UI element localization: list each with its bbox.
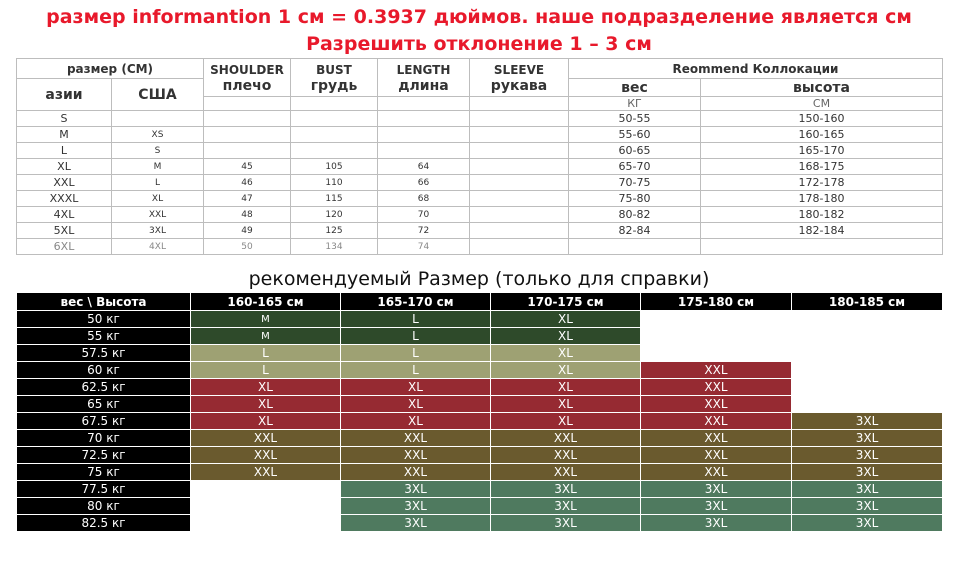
recommend-size-cell: XL (491, 345, 641, 362)
recommend-size-cell: XL (191, 396, 341, 413)
recommend-row (17, 447, 943, 464)
size-cell-bust (291, 143, 378, 159)
recommend-size-cell: L (191, 362, 341, 379)
weight-unit: КГ (569, 97, 701, 111)
size-cell-shoulder: 46 (204, 175, 291, 191)
size-cell-length (378, 127, 470, 143)
size-cell-usa: XS (112, 127, 204, 143)
size-cell-shoulder: 50 (204, 239, 291, 255)
size-row (17, 223, 943, 239)
recommend-row (17, 311, 943, 328)
recommend-header: Reommend Коллокации (569, 59, 943, 79)
sleeve-header-ru: рукава (490, 77, 548, 94)
recommend-size-cell (792, 345, 943, 362)
recommend-size-cell: XXL (641, 362, 792, 379)
weight-label: 57.5 кг (17, 345, 191, 362)
size-cell-length (378, 143, 470, 159)
size-info-header (10, 0, 948, 58)
recommend-row (17, 464, 943, 481)
bust-header-ru: грудь (310, 77, 358, 94)
weight-header: вес (569, 79, 701, 97)
size-cell-shoulder (204, 127, 291, 143)
recommend-size-cell: XXL (341, 447, 491, 464)
height-col-header: 175-180 см (641, 293, 792, 311)
height-col-header: 160-165 см (191, 293, 341, 311)
bust-unit-cell (291, 97, 378, 111)
size-cell-asia: 4XL (17, 207, 112, 223)
size-cell-asia: L (17, 143, 112, 159)
recommend-size-cell (792, 379, 943, 396)
size-cell-height: 172-178 (701, 175, 943, 191)
size-cell-bust: 115 (291, 191, 378, 207)
size-cell-height: 180-182 (701, 207, 943, 223)
recommend-size-cell: XL (491, 396, 641, 413)
recommend-size-cell (641, 345, 792, 362)
size-cell-bust: 125 (291, 223, 378, 239)
size-cell-sleeve (470, 159, 569, 175)
recommend-size-cell: 3XL (792, 515, 943, 532)
size-cell-weight: 55-60 (569, 127, 701, 143)
shoulder-header-en: SHOULDER (210, 62, 284, 77)
bust-header (291, 59, 378, 97)
weight-label: 67.5 кг (17, 413, 191, 430)
size-cell-usa: XXL (112, 207, 204, 223)
recommend-size-cell: XXL (191, 447, 341, 464)
recommend-title: рекомендуемый Размер (только для справки) (248, 268, 710, 290)
weight-label: 50 кг (17, 311, 191, 328)
size-cell-height: 160-165 (701, 127, 943, 143)
recommend-row (17, 515, 943, 532)
size-cell-shoulder (204, 143, 291, 159)
usa-header: США (112, 79, 204, 111)
recommend-size-cell (792, 362, 943, 379)
sleeve-header (470, 59, 569, 97)
recommend-size-cell: 3XL (641, 498, 792, 515)
size-cell-weight: 65-70 (569, 159, 701, 175)
recommend-size-cell (792, 311, 943, 328)
size-cm-header: размер (CM) (17, 59, 204, 79)
recommend-size-cell: 3XL (792, 498, 943, 515)
size-cell-height: 168-175 (701, 159, 943, 175)
recommend-row (17, 498, 943, 515)
recommend-size-cell: L (191, 345, 341, 362)
size-cell-usa (112, 111, 204, 127)
sleeve-header-en: SLEEVE (493, 62, 545, 77)
sleeve-unit-cell (470, 97, 569, 111)
size-cell-sleeve (470, 143, 569, 159)
size-cell-weight: 50-55 (569, 111, 701, 127)
weight-label: 82.5 кг (17, 515, 191, 532)
recommend-size-cell: XL (491, 362, 641, 379)
recommend-size-cell: 3XL (792, 464, 943, 481)
size-cell-length: 68 (378, 191, 470, 207)
size-cell-shoulder: 45 (204, 159, 291, 175)
recommend-size-cell: 3XL (641, 481, 792, 498)
size-row (17, 175, 943, 191)
size-cell-weight: 70-75 (569, 175, 701, 191)
recommend-size-cell: XL (491, 311, 641, 328)
height-header: высота (701, 79, 943, 97)
shoulder-header (204, 59, 291, 97)
size-cell-bust (291, 127, 378, 143)
size-cell-bust: 120 (291, 207, 378, 223)
recommend-size-cell: XXL (641, 379, 792, 396)
recommend-size-table (16, 292, 943, 532)
recommend-size-cell (641, 311, 792, 328)
shoulder-header-ru: плечо (222, 77, 272, 94)
recommend-size-cell: L (341, 362, 491, 379)
size-cell-asia: XXXL (17, 191, 112, 207)
length-header (378, 59, 470, 97)
recommend-size-cell: XXL (491, 464, 641, 481)
recommend-size-cell: L (341, 328, 491, 345)
recommend-size-cell (191, 515, 341, 532)
size-row (17, 159, 943, 175)
length-unit-cell (378, 97, 470, 111)
size-cell-length (378, 111, 470, 127)
size-cell-length: 66 (378, 175, 470, 191)
recommend-size-cell: XL (341, 379, 491, 396)
size-cell-asia: XXL (17, 175, 112, 191)
size-cell-bust: 105 (291, 159, 378, 175)
size-cell-length: 72 (378, 223, 470, 239)
recommend-size-cell: 3XL (491, 498, 641, 515)
height-col-header: 180-185 см (792, 293, 943, 311)
size-cell-weight (569, 239, 701, 255)
recommend-row (17, 379, 943, 396)
recommend-size-cell: 3XL (641, 515, 792, 532)
bust-header-en: BUST (316, 62, 352, 77)
recommend-size-cell: 3XL (491, 515, 641, 532)
size-cell-sleeve (470, 175, 569, 191)
height-col-header: 165-170 см (341, 293, 491, 311)
recommend-size-cell: XXL (641, 396, 792, 413)
recommend-size-cell: 3XL (792, 430, 943, 447)
recommend-size-cell: XXL (191, 464, 341, 481)
recommend-size-cell: XXL (191, 430, 341, 447)
weight-label: 55 кг (17, 328, 191, 345)
size-cell-asia: XL (17, 159, 112, 175)
size-row (17, 127, 943, 143)
recommend-size-cell: XL (191, 379, 341, 396)
recommend-row (17, 362, 943, 379)
weight-label: 65 кг (17, 396, 191, 413)
size-cell-usa: 4XL (112, 239, 204, 255)
recommend-size-cell: 3XL (341, 515, 491, 532)
height-unit: СМ (701, 97, 943, 111)
size-cell-height: 182-184 (701, 223, 943, 239)
recommend-size-cell (191, 498, 341, 515)
weight-label: 80 кг (17, 498, 191, 515)
size-cell-usa: XL (112, 191, 204, 207)
size-cell-asia: M (17, 127, 112, 143)
size-row (17, 239, 943, 255)
length-header-en: LENGTH (396, 62, 451, 77)
size-row (17, 191, 943, 207)
weight-height-corner: вес \ Высота (17, 293, 191, 311)
recommend-row (17, 345, 943, 362)
size-info-line: размер informantion 1 см = 0.3937 дюймов. наше подразделение является см (46, 6, 912, 28)
size-cell-height: 178-180 (701, 191, 943, 207)
size-cell-height: 165-170 (701, 143, 943, 159)
recommend-size-cell: L (341, 311, 491, 328)
recommend-row (17, 396, 943, 413)
size-cell-shoulder: 48 (204, 207, 291, 223)
weight-label: 75 кг (17, 464, 191, 481)
size-cell-sleeve (470, 223, 569, 239)
recommend-size-cell: XXL (491, 430, 641, 447)
size-cell-weight: 82-84 (569, 223, 701, 239)
recommend-size-cell: 3XL (491, 481, 641, 498)
recommend-size-cell: 3XL (792, 413, 943, 430)
size-cell-asia: 5XL (17, 223, 112, 239)
size-cell-weight: 75-80 (569, 191, 701, 207)
size-cell-usa: L (112, 175, 204, 191)
size-cell-bust (291, 111, 378, 127)
size-cell-bust: 134 (291, 239, 378, 255)
size-row (17, 207, 943, 223)
recommend-row (17, 430, 943, 447)
recommend-size-cell: 3XL (341, 481, 491, 498)
recommend-size-cell: XXL (341, 464, 491, 481)
size-cell-sleeve (470, 111, 569, 127)
recommend-size-cell: L (341, 345, 491, 362)
size-row (17, 143, 943, 159)
height-col-header: 170-175 см (491, 293, 641, 311)
size-cell-sleeve (470, 191, 569, 207)
recommend-size-cell: 3XL (792, 447, 943, 464)
recommend-size-cell: XL (491, 379, 641, 396)
recommend-size-cell: XL (341, 413, 491, 430)
size-cell-usa: S (112, 143, 204, 159)
recommend-size-cell: 3XL (341, 498, 491, 515)
weight-label: 62.5 кг (17, 379, 191, 396)
length-header-ru: длина (398, 77, 449, 94)
recommend-size-cell (792, 328, 943, 345)
recommend-size-cell: XXL (341, 430, 491, 447)
recommend-size-cell: M (191, 328, 341, 345)
size-cell-shoulder: 47 (204, 191, 291, 207)
recommend-size-cell: XXL (641, 464, 792, 481)
size-cell-sleeve (470, 207, 569, 223)
size-cell-sleeve (470, 239, 569, 255)
shoulder-unit-cell (204, 97, 291, 111)
asia-header: азии (17, 79, 112, 111)
size-cell-bust: 110 (291, 175, 378, 191)
recommend-size-cell: XL (191, 413, 341, 430)
recommend-size-cell: 3XL (792, 481, 943, 498)
recommend-row (17, 481, 943, 498)
size-cell-shoulder: 49 (204, 223, 291, 239)
deviation-note: Разрешить отклонение 1 – 3 см (306, 33, 652, 55)
recommend-size-cell (641, 328, 792, 345)
recommend-size-cell (792, 396, 943, 413)
recommend-size-cell: XXL (641, 413, 792, 430)
recommend-size-cell: XXL (641, 430, 792, 447)
recommend-size-cell: XL (341, 396, 491, 413)
size-cell-sleeve (470, 127, 569, 143)
size-cell-weight: 60-65 (569, 143, 701, 159)
size-cell-length: 70 (378, 207, 470, 223)
size-row (17, 111, 943, 127)
recommend-size-cell (191, 481, 341, 498)
size-cell-length: 64 (378, 159, 470, 175)
size-cell-weight: 80-82 (569, 207, 701, 223)
recommend-size-cell: XXL (491, 447, 641, 464)
size-chart-table (16, 58, 943, 255)
weight-label: 77.5 кг (17, 481, 191, 498)
size-cell-usa: M (112, 159, 204, 175)
weight-label: 72.5 кг (17, 447, 191, 464)
weight-label: 70 кг (17, 430, 191, 447)
size-cell-height (701, 239, 943, 255)
size-cell-asia: 6XL (17, 239, 112, 255)
recommend-size-cell: XL (491, 328, 641, 345)
size-cell-height: 150-160 (701, 111, 943, 127)
recommend-size-cell: M (191, 311, 341, 328)
recommend-size-cell: XL (491, 413, 641, 430)
size-cell-length: 74 (378, 239, 470, 255)
size-cell-shoulder (204, 111, 291, 127)
size-cell-asia: S (17, 111, 112, 127)
size-cell-usa: 3XL (112, 223, 204, 239)
recommend-row (17, 328, 943, 345)
recommend-row (17, 413, 943, 430)
recommend-size-cell: XXL (641, 447, 792, 464)
weight-label: 60 кг (17, 362, 191, 379)
